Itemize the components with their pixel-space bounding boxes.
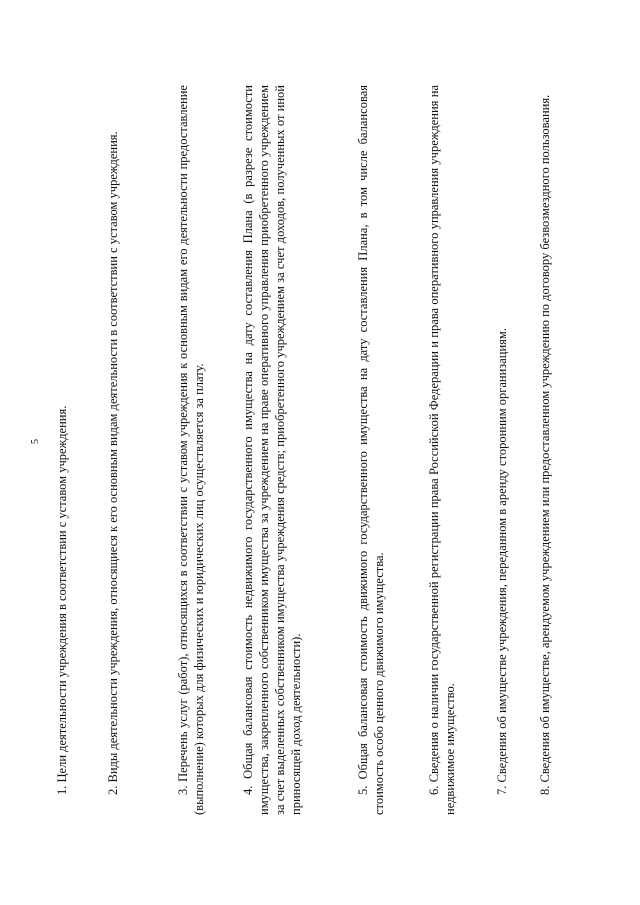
section-item-8: 8. Сведения об имуществе, арендуемом учреждением или предоставленном учреждению по договору безвозмездного пользования. <box>538 94 552 795</box>
section-item-5: 5. Общая балансовая стоимость движимого государственного имущества на дату составления Плана, в том числе балансовая стоимость особо ценного движимого имущества. <box>356 85 386 815</box>
section-item-6: 6. Сведения о наличии государственной регистрации права Российской Федерации и права оперативного управления учреждения на недвижимое имущество. <box>427 85 457 815</box>
section-item-1: 1. Цели деятельности учреждения в соответствии с уставом учреждения. <box>55 405 69 795</box>
page-number: 5 <box>30 439 41 444</box>
section-item-3: 3. Перечень услуг (работ), относящихся в соответствии с уставом учреждения к основным видам его деятельности предоставление (выполнение) которых для физических и юридических лиц осуществляется за плату. <box>176 85 206 815</box>
section-item-7: 7. Сведения об имуществе учреждения, переданном в аренду сторонним организациям. <box>495 328 509 795</box>
section-item-2: 2. Виды деятельности учреждения, относящиеся к его основным видам деятельности в соответствии с уставом учреждения. <box>106 131 120 795</box>
section-item-4: 4. Общая балансовая стоимость недвижимого государственного имущества на дату составления Плана (в разрезе стоимости имущества, закрепленного собственником имущества за учреждением на праве оперативного управления приобретенного учреждением за счет выделенных собственником имущества учреждения средств; приобретенного учреждением за счет доходов, полученных от иной приносящей доход деятельности). <box>241 85 303 815</box>
